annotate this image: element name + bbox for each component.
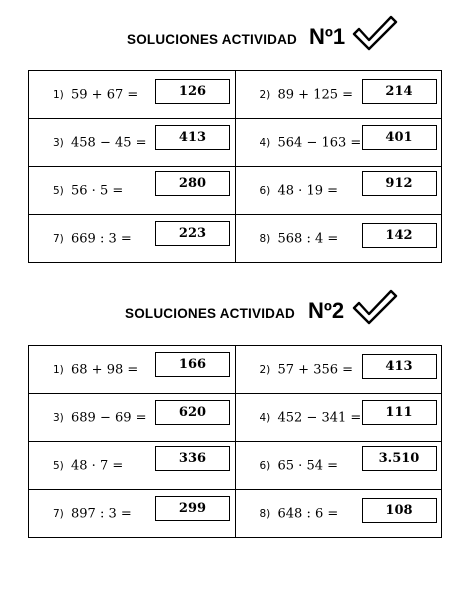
problem-number: 4) <box>259 411 271 424</box>
answer-box: 299 <box>155 496 230 521</box>
problem-cell <box>235 215 442 263</box>
problem-number: 3) <box>53 411 64 424</box>
problem-cell <box>235 119 442 167</box>
answer-box: 214 <box>362 79 437 104</box>
table-row <box>29 490 442 538</box>
answer-box: 108 <box>362 498 437 523</box>
answer-box: 111 <box>362 400 437 425</box>
section-title: SOLUCIONES ACTIVIDAD <box>127 32 298 47</box>
problem-cell <box>29 490 236 538</box>
activity-number: Nº2 <box>308 298 345 323</box>
problem-expression: 458 − 45 = <box>71 135 147 150</box>
problem-expression: 65 · 54 = <box>277 458 339 473</box>
table-row <box>29 215 442 263</box>
problem-cell <box>235 490 442 538</box>
answer-box: 280 <box>155 171 230 196</box>
problem-expression: 669 : 3 = <box>71 231 132 246</box>
checkmark-icon <box>352 288 398 328</box>
problem-number: 7) <box>53 232 64 245</box>
problem-expression: 59 + 67 = <box>71 87 139 102</box>
problem-cell <box>29 215 236 263</box>
answer-box: 620 <box>155 400 230 425</box>
answer-box: 166 <box>155 352 230 377</box>
problem-expression: 452 − 341 = <box>277 410 362 425</box>
table-row <box>29 71 442 119</box>
problem-expression: 897 : 3 = <box>71 506 132 521</box>
answer-box: 401 <box>362 125 437 150</box>
table-row <box>29 394 442 442</box>
checkmark-icon <box>352 14 398 54</box>
activity-number: Nº1 <box>309 24 346 49</box>
answer-box: 126 <box>155 79 230 104</box>
problem-number: 1) <box>53 88 64 101</box>
section-title: SOLUCIONES ACTIVIDAD <box>125 306 296 321</box>
problem-expression: 689 − 69 = <box>71 410 147 425</box>
table-row <box>29 119 442 167</box>
problem-expression: 568 : 4 = <box>277 231 339 246</box>
problem-number: 7) <box>53 507 64 520</box>
problem-expression: 56 · 5 = <box>71 183 124 198</box>
problem-cell <box>235 167 442 215</box>
problem-number: 8) <box>259 232 271 245</box>
answer-box: 413 <box>362 354 437 379</box>
answer-box: 336 <box>155 446 230 471</box>
problem-number: 2) <box>259 88 271 101</box>
table-row <box>29 167 442 215</box>
answer-box: 142 <box>362 223 437 248</box>
problem-number: 2) <box>259 363 271 376</box>
solutions-table-2 <box>28 345 442 538</box>
problem-cell <box>29 167 236 215</box>
problem-number: 1) <box>53 363 64 376</box>
table-row <box>29 346 442 394</box>
table-row <box>29 442 442 490</box>
problem-expression: 648 : 6 = <box>277 506 339 521</box>
problem-cell <box>29 346 236 394</box>
problem-expression: 57 + 356 = <box>277 362 354 377</box>
problem-expression: 564 − 163 = <box>277 135 362 150</box>
problem-expression: 89 + 125 = <box>277 87 354 102</box>
answer-box: 912 <box>362 171 437 196</box>
problem-expression: 48 · 19 = <box>277 183 339 198</box>
problem-expression: 68 + 98 = <box>71 362 139 377</box>
problem-number: 3) <box>53 136 64 149</box>
problem-cell <box>29 119 236 167</box>
problem-cell <box>29 71 236 119</box>
problem-cell <box>235 442 442 490</box>
answer-box: 223 <box>155 221 230 246</box>
problem-number: 6) <box>259 184 271 197</box>
answer-box: 413 <box>155 125 230 150</box>
problem-cell <box>29 442 236 490</box>
problem-number: 5) <box>53 184 64 197</box>
problem-number: 6) <box>259 459 271 472</box>
problem-cell <box>29 394 236 442</box>
problem-cell <box>235 394 442 442</box>
answer-box: 3.510 <box>362 446 437 471</box>
problem-cell <box>235 71 442 119</box>
section-2-header <box>0 292 472 332</box>
problem-expression: 48 · 7 = <box>71 458 124 473</box>
problem-number: 4) <box>259 136 271 149</box>
problem-cell <box>235 346 442 394</box>
solutions-table-1 <box>28 70 442 263</box>
problem-number: 5) <box>53 459 64 472</box>
section-1-header <box>0 18 472 58</box>
problem-number: 8) <box>259 507 271 520</box>
